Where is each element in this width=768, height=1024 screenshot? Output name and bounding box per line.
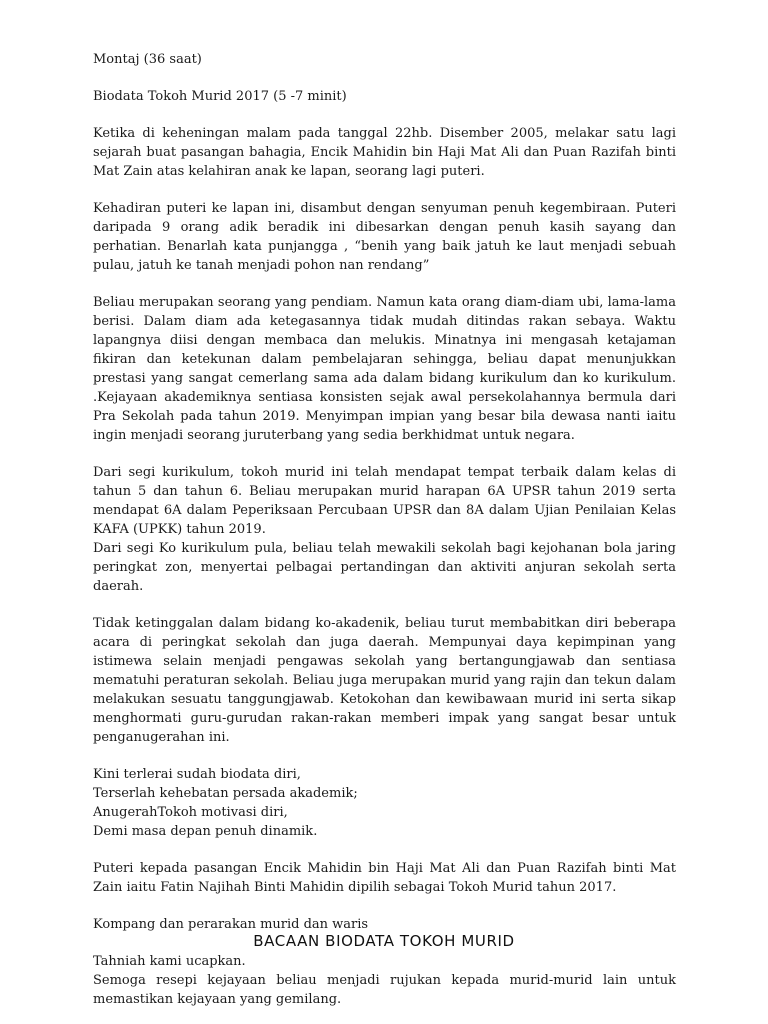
poem-line: Kini terlerai sudah biodata diri, [93,767,301,782]
document-footer-title: BACAAN BIODATA TOKOH MURID [253,932,515,950]
paragraph-birth: Ketika di keheningan malam pada tanggal 22hb. Disember 2005, melakar satu lagi sejarah buat pasangan bahagia, Encik Mahidin bin Haji Mat Ali dan Puan Razifah binti Mat Zain atas kelahiran anak ke lapan, seorang lagi puteri. [93,126,676,179]
tahniah-line: Tahniah kami ucapkan. [93,954,246,969]
poem-line: Demi masa depan penuh dinamik. [93,824,318,839]
biodata-heading: Biodata Tokoh Murid 2017 (5 -7 minit) [93,89,347,104]
paragraph-family: Kehadiran puteri ke lapan ini, disambut dengan senyuman penuh kegembiraan. Puteri daripada 9 orang adik beradik ini dibesarkan dengan penuh kasih sayang dan perhatian. Benarlah kata punjangga , “benih yang baik jatuh ke laut menjadi sebuah pulau, jatuh ke tanah menjadi pohon nan rendang” [93,201,676,273]
poem-line: AnugerahTokoh motivasi diri, [93,805,288,820]
paragraph-closing: Semoga resepi kejayaan beliau menjadi rujukan kepada murid-murid lain untuk memastikan kejayaan yang gemilang. [93,973,676,1007]
paragraph-leadership: Tidak ketinggalan dalam bidang ko-akadenik, beliau turut membabitkan diri beberapa acara di peringkat sekolah dan juga daerah. Mempunyai daya kepimpinan yang istimewa selain menjadi pengawas sekolah yang bertangungjawab dan sentiasa mematuhi peraturan sekolah. Beliau juga merupakan murid yang rajin dan tekun dalam melakukan sesuatu tanggungjawab. Ketokohan dan kewibawaan murid ini serta sikap menghormati guru-gurudan rakan-rakan memberi impak yang sangat besar untuk penganugerahan ini. [93,616,676,745]
poem-line: Terserlah kehebatan persada akademik; [93,786,358,801]
paragraph-personality: Beliau merupakan seorang yang pendiam. Namun kata orang diam-diam ubi, lama-lama berisi. Dalam diam ada ketegasannya tidak mudah ditindas rakan sebaya. Waktu lapangnya diisi dengan membaca dan melukis. Minatnya ini mengasah ketajaman fikiran dan ketekunan dalam pembelajaran sehingga, beliau dapat menunjukkan prestasi yang sangat cemerlang sama ada dalam bidang kurikulum dan ko kurikulum. .Kejayaan akademiknya sentiasa konsisten sejak awal persekolahannya bermula dari Pra Sekolah pada tahun 2019. Menyimpan impian yang besar bila dewasa nanti iaitu ingin menjadi seorang juruterbang yang sedia berkhidmat untuk negara. [93,295,676,443]
paragraph-announcement: Puteri kepada pasangan Encik Mahidin bin Haji Mat Ali dan Puan Razifah binti Mat Zain iaitu Fatin Najihah Binti Mahidin dipilih sebagai Tokoh Murid tahun 2017. [93,861,676,895]
poem-verse [93,765,676,841]
paragraph-curriculum: Dari segi kurikulum, tokoh murid ini telah mendapat tempat terbaik dalam kelas di tahun 5 dan tahun 6. Beliau merupakan murid harapan 6A UPSR tahun 2019 serta mendapat 6A dalam Peperiksaan Percubaan UPSR dan 8A dalam Ujian Penilaian Kelas KAFA (UPKK) tahun 2019. [93,465,676,537]
kompang-line: Kompang dan perarakan murid dan waris [93,917,369,932]
document-body [93,50,676,1009]
montaj-line: Montaj (36 saat) [93,52,202,67]
paragraph-cocurriculum: Dari segi Ko kurikulum pula, beliau telah mewakili sekolah bagi kejohanan bola jaring peringkat zon, menyertai pelbagai pertandingan dan aktiviti anjuran sekolah serta daerah. [93,541,676,594]
